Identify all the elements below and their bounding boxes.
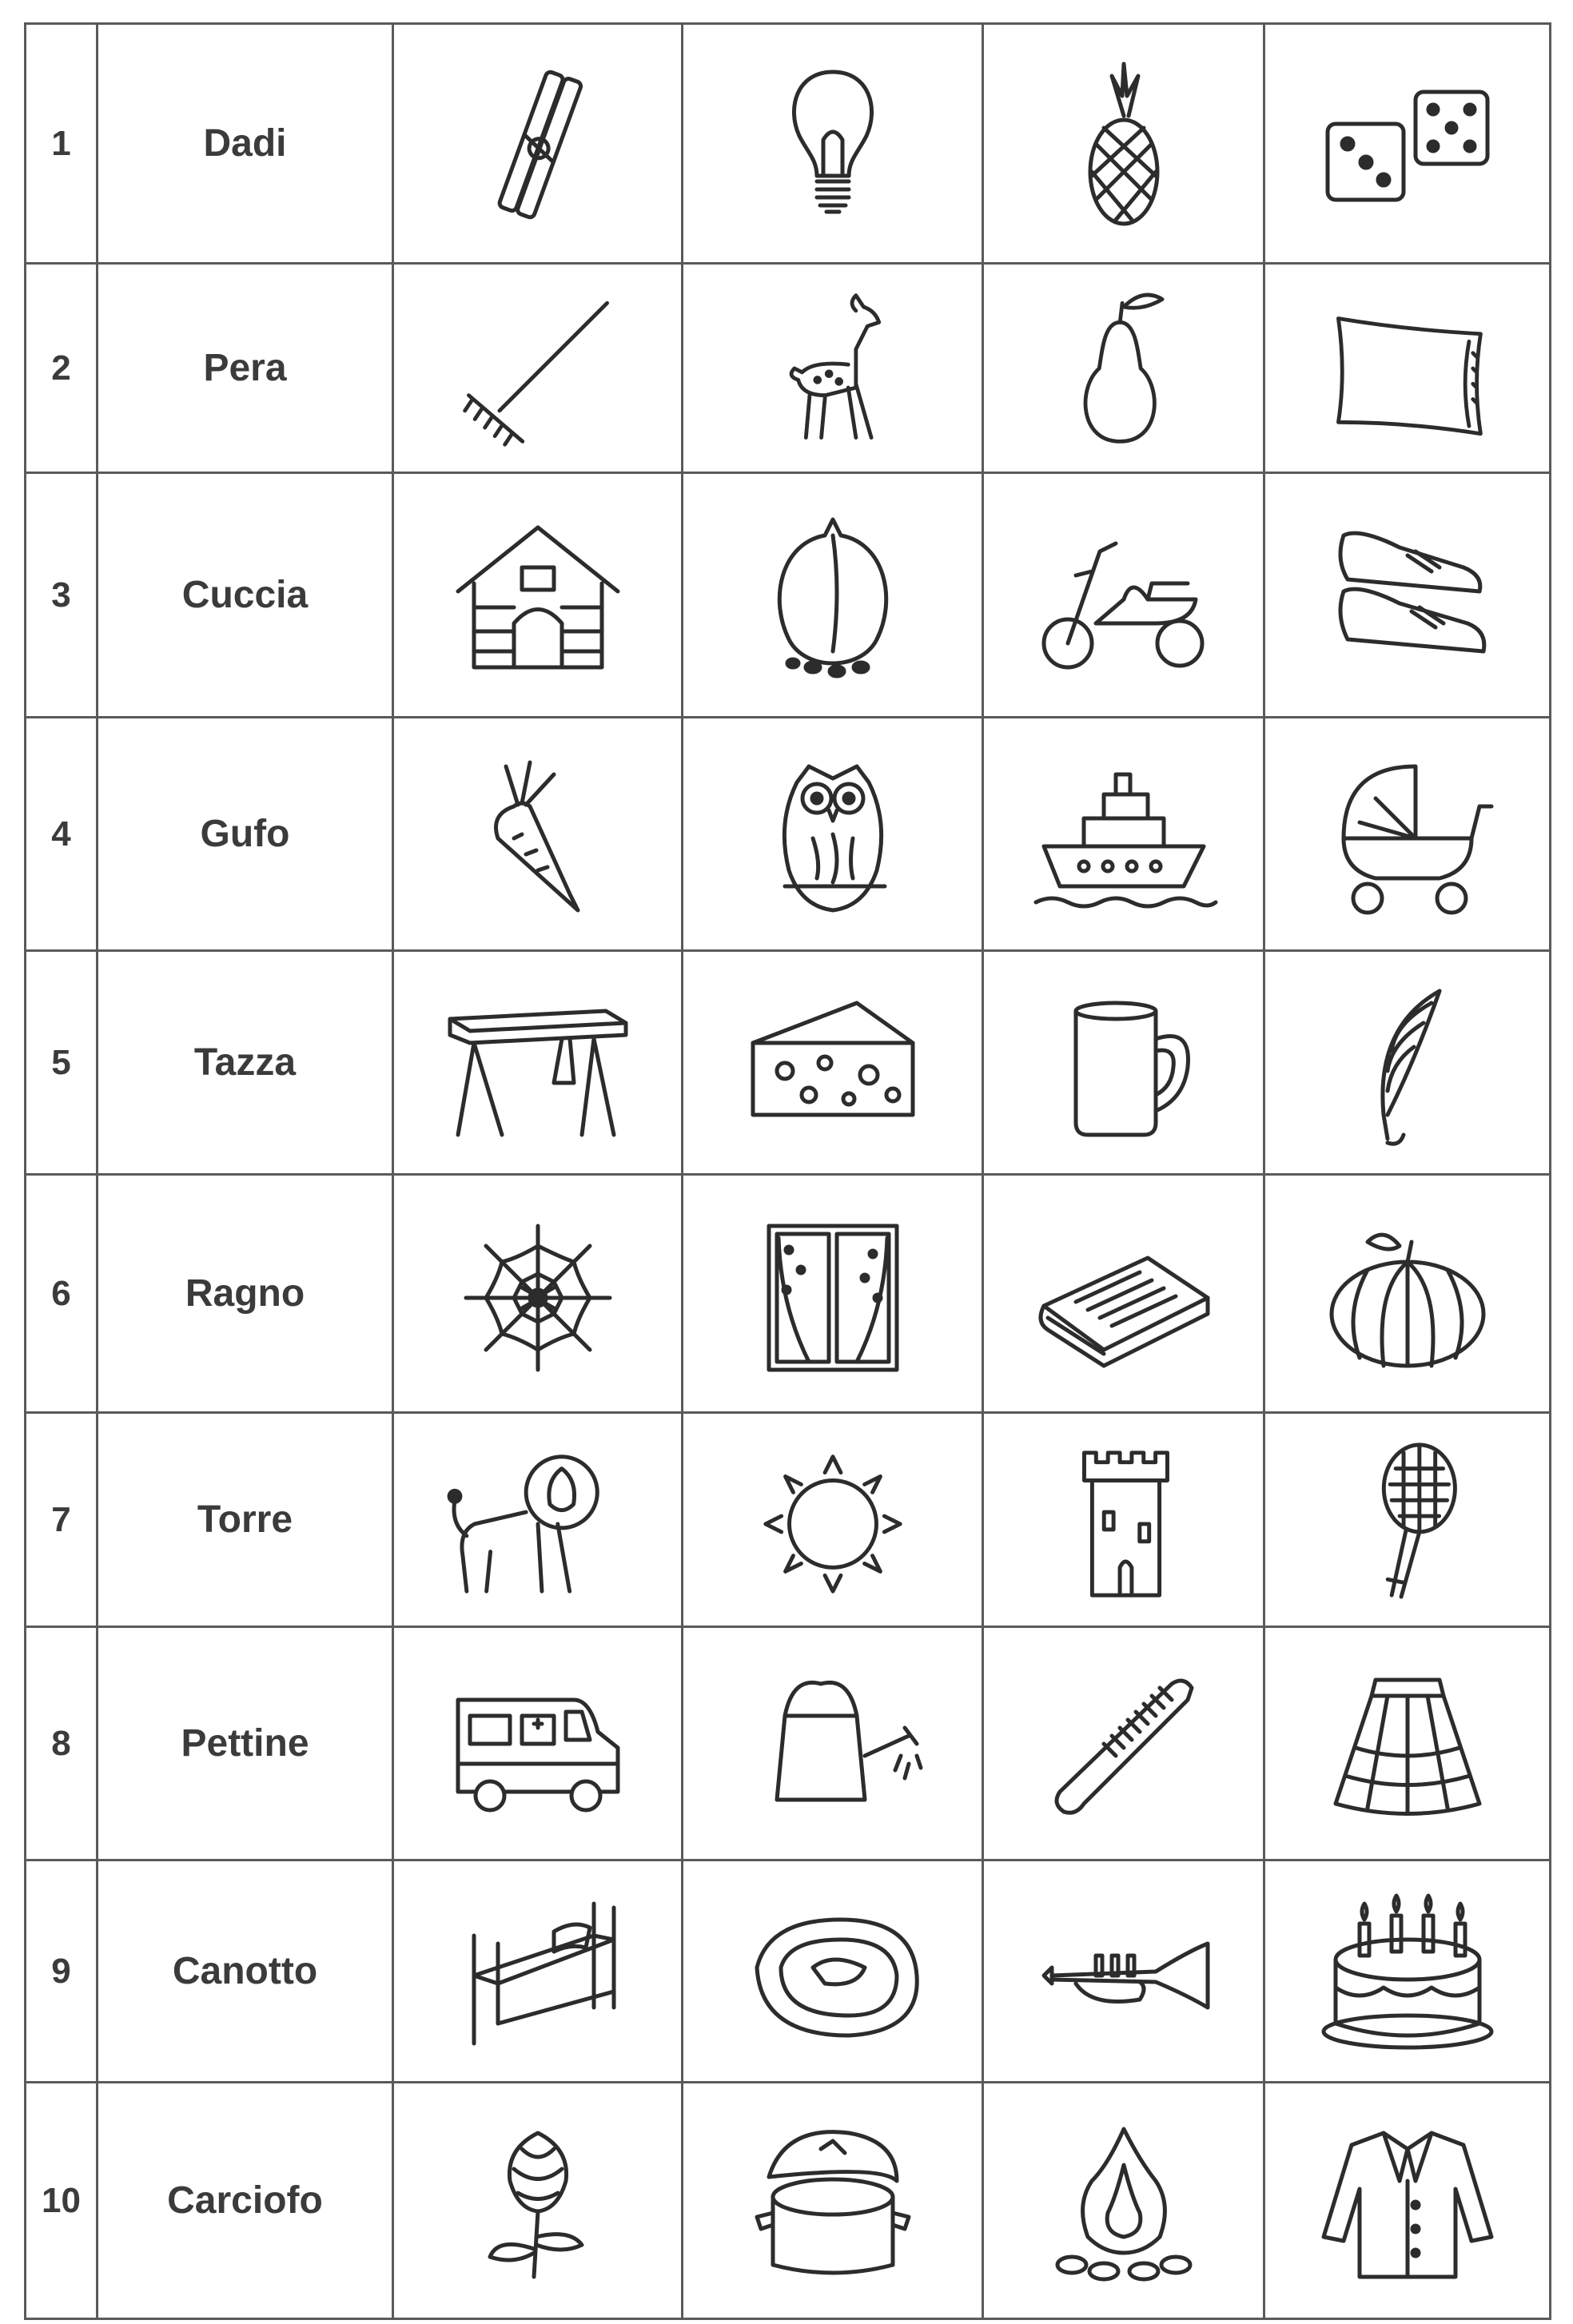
shoes-icon (1312, 511, 1503, 679)
ship-icon (1028, 750, 1220, 918)
skirt-icon (1312, 1660, 1503, 1828)
row-number: 10 (26, 2083, 98, 2319)
target-word: Torre (98, 1413, 393, 1627)
spider-web-icon (442, 1210, 634, 1378)
table-row (26, 1627, 1551, 1860)
window-icon (737, 1210, 929, 1378)
table-row (26, 2083, 1551, 2319)
carrot-icon (442, 750, 634, 918)
picture-cell[interactable] (983, 1413, 1264, 1627)
owl-icon (737, 750, 929, 918)
row-number: 8 (26, 1627, 98, 1860)
picture-cell[interactable] (983, 1860, 1264, 2083)
artichoke-icon (442, 2117, 634, 2285)
picture-cell[interactable] (393, 264, 683, 473)
picture-cell[interactable] (1264, 1413, 1551, 1627)
target-word: Dadi (98, 24, 393, 264)
ambulance-icon (442, 1660, 634, 1828)
picture-cell[interactable] (393, 718, 683, 951)
picture-cell[interactable] (1264, 2083, 1551, 2319)
picture-cell[interactable] (983, 1627, 1264, 1860)
picture-cell[interactable] (393, 1413, 683, 1627)
picture-cell[interactable] (393, 2083, 683, 2319)
picture-cell[interactable] (1264, 718, 1551, 951)
table-row (26, 473, 1551, 718)
feather-icon (1312, 979, 1503, 1147)
clothespin-icon (442, 60, 634, 228)
comb-icon (1028, 1660, 1220, 1828)
newspaper-icon (1028, 1210, 1220, 1378)
picture-cell[interactable] (393, 473, 683, 718)
row-number: 7 (26, 1413, 98, 1627)
target-word: Carciofo (98, 2083, 393, 2319)
campfire-icon (1028, 2117, 1220, 2285)
row-number: 6 (26, 1175, 98, 1413)
table-row (26, 718, 1551, 951)
lion-icon (442, 1437, 634, 1603)
row-number: 3 (26, 473, 98, 718)
pram-icon (1312, 750, 1503, 918)
mug-icon (1028, 979, 1220, 1147)
picture-cell[interactable] (983, 264, 1264, 473)
table-row (26, 1175, 1551, 1413)
row-number: 1 (26, 24, 98, 264)
picture-cell[interactable] (983, 473, 1264, 718)
target-word: Pera (98, 264, 393, 473)
picture-cell[interactable] (683, 1413, 983, 1627)
pillow-icon (1312, 288, 1503, 449)
doghouse-icon (442, 511, 634, 679)
pear-icon (1028, 288, 1220, 449)
tennis-racket-icon (1312, 1437, 1503, 1603)
picture-cell[interactable] (683, 718, 983, 951)
dinghy-icon (737, 1888, 929, 2055)
picture-cell[interactable] (683, 1860, 983, 2083)
picture-cell[interactable] (393, 1175, 683, 1413)
picture-cell[interactable] (393, 951, 683, 1175)
picture-cell[interactable] (683, 24, 983, 264)
picture-cell[interactable] (983, 24, 1264, 264)
bed-icon (442, 1888, 634, 2055)
pumpkin-icon (1312, 1210, 1503, 1378)
fawn-icon (737, 288, 929, 449)
dice-icon (1312, 60, 1503, 228)
table-row (26, 951, 1551, 1175)
pineapple-icon (1028, 60, 1220, 228)
picture-cell[interactable] (683, 951, 983, 1175)
picture-cell[interactable] (1264, 473, 1551, 718)
target-word: Cuccia (98, 473, 393, 718)
light-bulb-icon (737, 60, 929, 228)
picture-cell[interactable] (983, 718, 1264, 951)
picture-cell[interactable] (983, 2083, 1264, 2319)
picture-cell[interactable] (683, 264, 983, 473)
picture-cell[interactable] (1264, 24, 1551, 264)
picture-cell[interactable] (983, 1175, 1264, 1413)
target-word: Gufo (98, 718, 393, 951)
table-icon (442, 979, 634, 1147)
picture-cell[interactable] (393, 1627, 683, 1860)
sun-icon (737, 1437, 929, 1603)
target-word: Ragno (98, 1175, 393, 1413)
target-word: Pettine (98, 1627, 393, 1860)
picture-cell[interactable] (1264, 1627, 1551, 1860)
picture-cell[interactable] (393, 1860, 683, 2083)
birthday-cake-icon (1312, 1888, 1503, 2055)
pot-icon (737, 2117, 929, 2285)
table-row (26, 264, 1551, 473)
picture-cell[interactable] (683, 1627, 983, 1860)
row-number: 2 (26, 264, 98, 473)
rake-icon (442, 288, 634, 449)
row-number: 4 (26, 718, 98, 951)
picture-word-table (24, 22, 1551, 2320)
trumpet-icon (1028, 1888, 1220, 2055)
watering-can-icon (737, 1660, 929, 1828)
picture-cell[interactable] (683, 2083, 983, 2319)
tower-icon (1028, 1437, 1220, 1603)
picture-cell[interactable] (1264, 951, 1551, 1175)
pomegranate-icon (737, 511, 929, 679)
picture-cell[interactable] (1264, 1860, 1551, 2083)
picture-cell[interactable] (683, 1175, 983, 1413)
row-number: 5 (26, 951, 98, 1175)
table-row (26, 24, 1551, 264)
target-word: Tazza (98, 951, 393, 1175)
row-number: 9 (26, 1860, 98, 2083)
picture-cell[interactable] (1264, 264, 1551, 473)
cheese-icon (737, 979, 929, 1147)
coat-icon (1312, 2117, 1503, 2285)
picture-cell[interactable] (1264, 1175, 1551, 1413)
picture-cell[interactable] (683, 473, 983, 718)
scooter-icon (1028, 511, 1220, 679)
target-word: Canotto (98, 1860, 393, 2083)
picture-cell[interactable] (393, 24, 683, 264)
table-row (26, 1413, 1551, 1627)
picture-cell[interactable] (983, 951, 1264, 1175)
table-row (26, 1860, 1551, 2083)
